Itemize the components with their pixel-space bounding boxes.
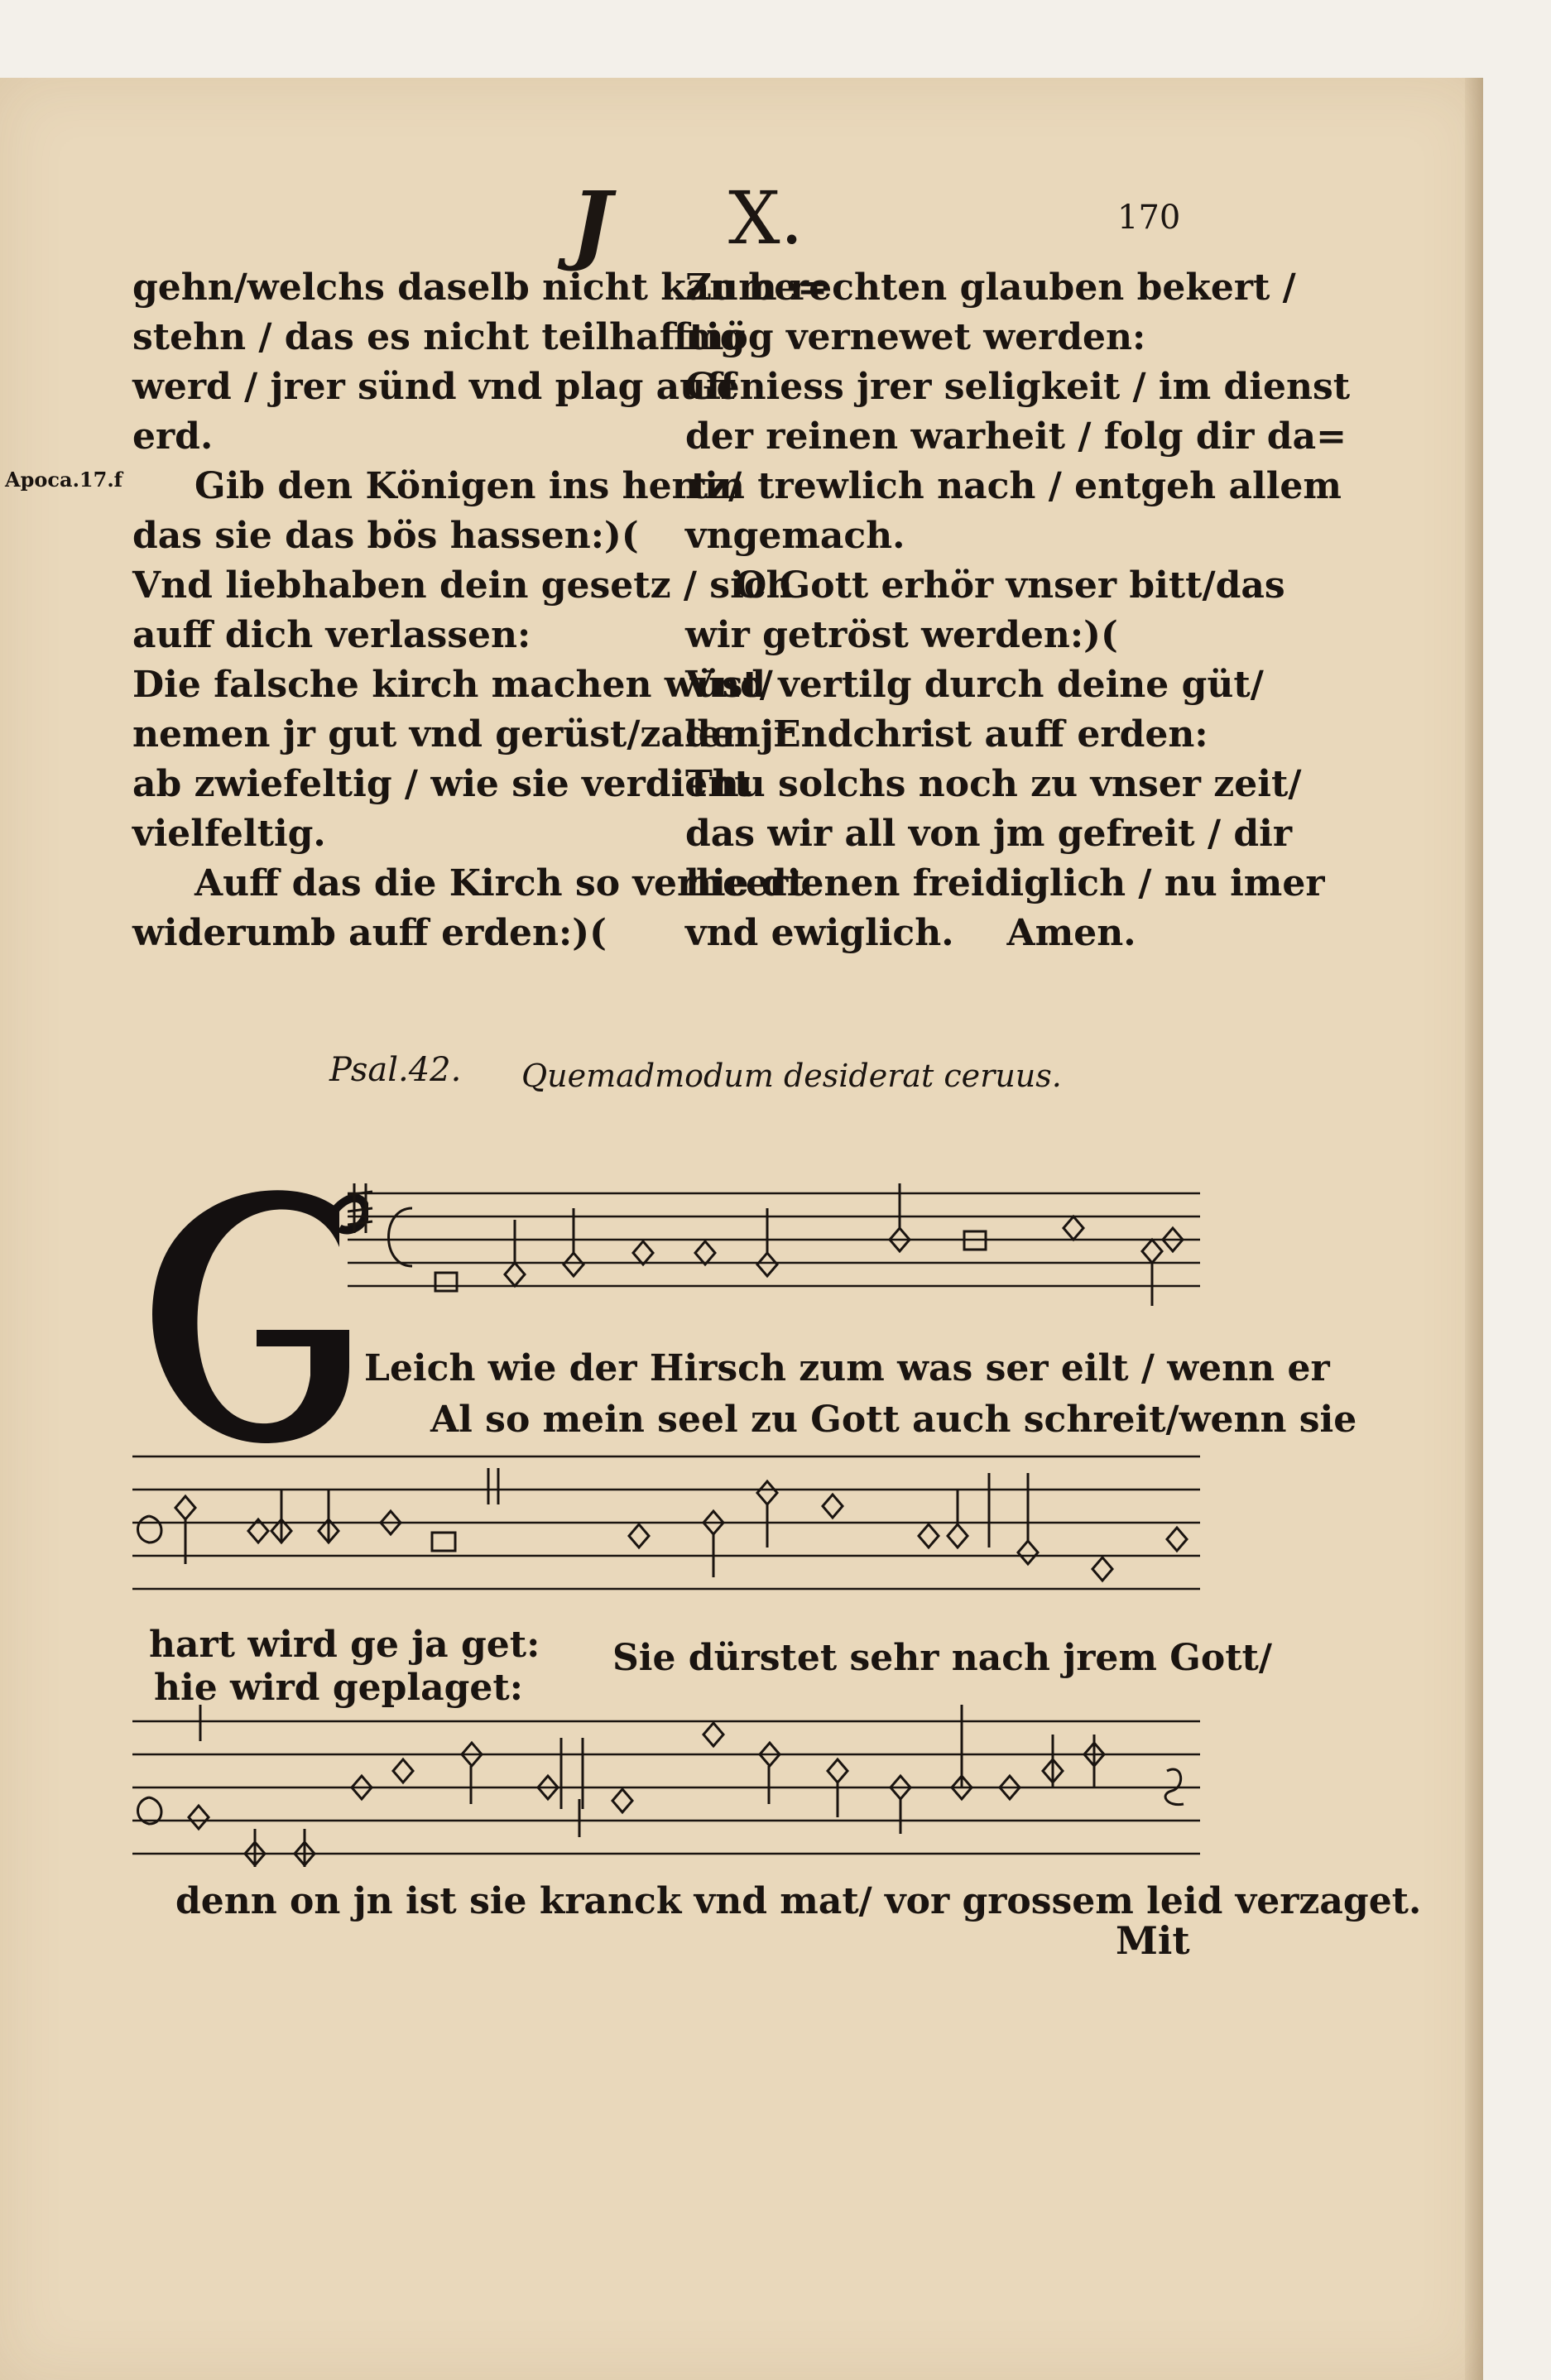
text-line: den Endchrist auff erden: xyxy=(685,713,1208,756)
text-line: vngemach. xyxy=(685,515,905,557)
text-line: Auff das die Kirch so verheert xyxy=(194,862,805,904)
text-line: das wir all von jm gefreit / dir xyxy=(685,813,1293,855)
text-line: mög vernewet werden: xyxy=(685,316,1146,358)
psalm-reference: Psal.42. xyxy=(329,1051,462,1089)
decorated-initial xyxy=(132,1177,368,1450)
text-line: widerumb auff erden:)( xyxy=(132,912,607,954)
lyrics-verse2-line1: Al so mein seel zu Gott auch schreit/wenn sie xyxy=(430,1399,1357,1441)
text-line: nemen jr gut vnd gerüst/zalen jr xyxy=(132,713,794,756)
lyrics-verse1-line2: hart wird ge ja get: xyxy=(149,1624,540,1666)
music-staff-1 xyxy=(348,1175,1200,1308)
amen-label: Amen. xyxy=(1006,912,1136,954)
text-line-final: vnd ewiglich. xyxy=(685,912,954,954)
text-line: der reinen warheit / folg dir da= xyxy=(685,415,1347,458)
psalm-tune-title: Quemadmodum desiderat ceruus. xyxy=(521,1058,1062,1094)
text-line: werd / jrer sünd vnd plag auff xyxy=(132,366,737,408)
page-edge-shadow xyxy=(1465,78,1483,2380)
signature-letter: J xyxy=(571,172,612,274)
lyrics-verse1-line1: Leich wie der Hirsch zum was ser eilt / wenn er xyxy=(364,1347,1330,1389)
text-line: hie dienen freidiglich / nu imer xyxy=(685,862,1325,904)
text-line: Zum rechten glauben bekert / xyxy=(685,266,1296,309)
text-line: auff dich verlassen: xyxy=(132,614,531,656)
text-line: erd. xyxy=(132,415,214,458)
text-line: wir getröst werden:)( xyxy=(685,614,1118,656)
text-line: rin trewlich nach / entgeh allem xyxy=(685,465,1342,507)
text-line: Vnd liebhaben dein gesetz / sich xyxy=(132,564,793,607)
music-staff-2 xyxy=(132,1440,1200,1605)
right-text-column xyxy=(685,263,1351,958)
text-line: gehn/welchs daselb nicht kan be= xyxy=(132,266,828,309)
lyrics-verse2-line2: hie wird geplaget: xyxy=(154,1667,523,1709)
text-line: das sie das bös hassen:)( xyxy=(132,515,639,557)
margin-note: Apoca.17.f xyxy=(5,468,123,492)
initial-letter-text: G xyxy=(132,1177,133,1178)
text-line xyxy=(685,909,1207,958)
text-line: stehn / das es nicht teilhafftig xyxy=(132,316,746,358)
text-line: O Gott erhör vnser bitt/das xyxy=(735,564,1285,607)
text-line: Die falsche kirch machen wüst/ xyxy=(132,664,773,706)
text-line: vielfeltig. xyxy=(132,813,326,855)
signature-numeral: X. xyxy=(728,175,804,261)
text-line: Gib den Königen ins hertz/ xyxy=(194,465,742,507)
music-staff-3 xyxy=(132,1705,1200,1879)
text-line: Thu solchs noch zu vnser zeit/ xyxy=(685,763,1302,805)
lyrics-shared-line2: Sie dürstet sehr nach jrem Gott/ xyxy=(612,1637,1272,1679)
catchword: Mit xyxy=(1116,1918,1190,1963)
text-line: Geniess jrer seligkeit / im dienst xyxy=(685,366,1351,408)
page-number: 170 xyxy=(1117,199,1181,237)
lyrics-last-line: denn on jn ist sie kranck vnd mat/ vor grossem leid verzaget. xyxy=(175,1880,1422,1922)
text-line: Vnd vertilg durch deine güt/ xyxy=(685,664,1264,706)
text-line: ab zwiefeltig / wie sie verdient xyxy=(132,763,751,805)
